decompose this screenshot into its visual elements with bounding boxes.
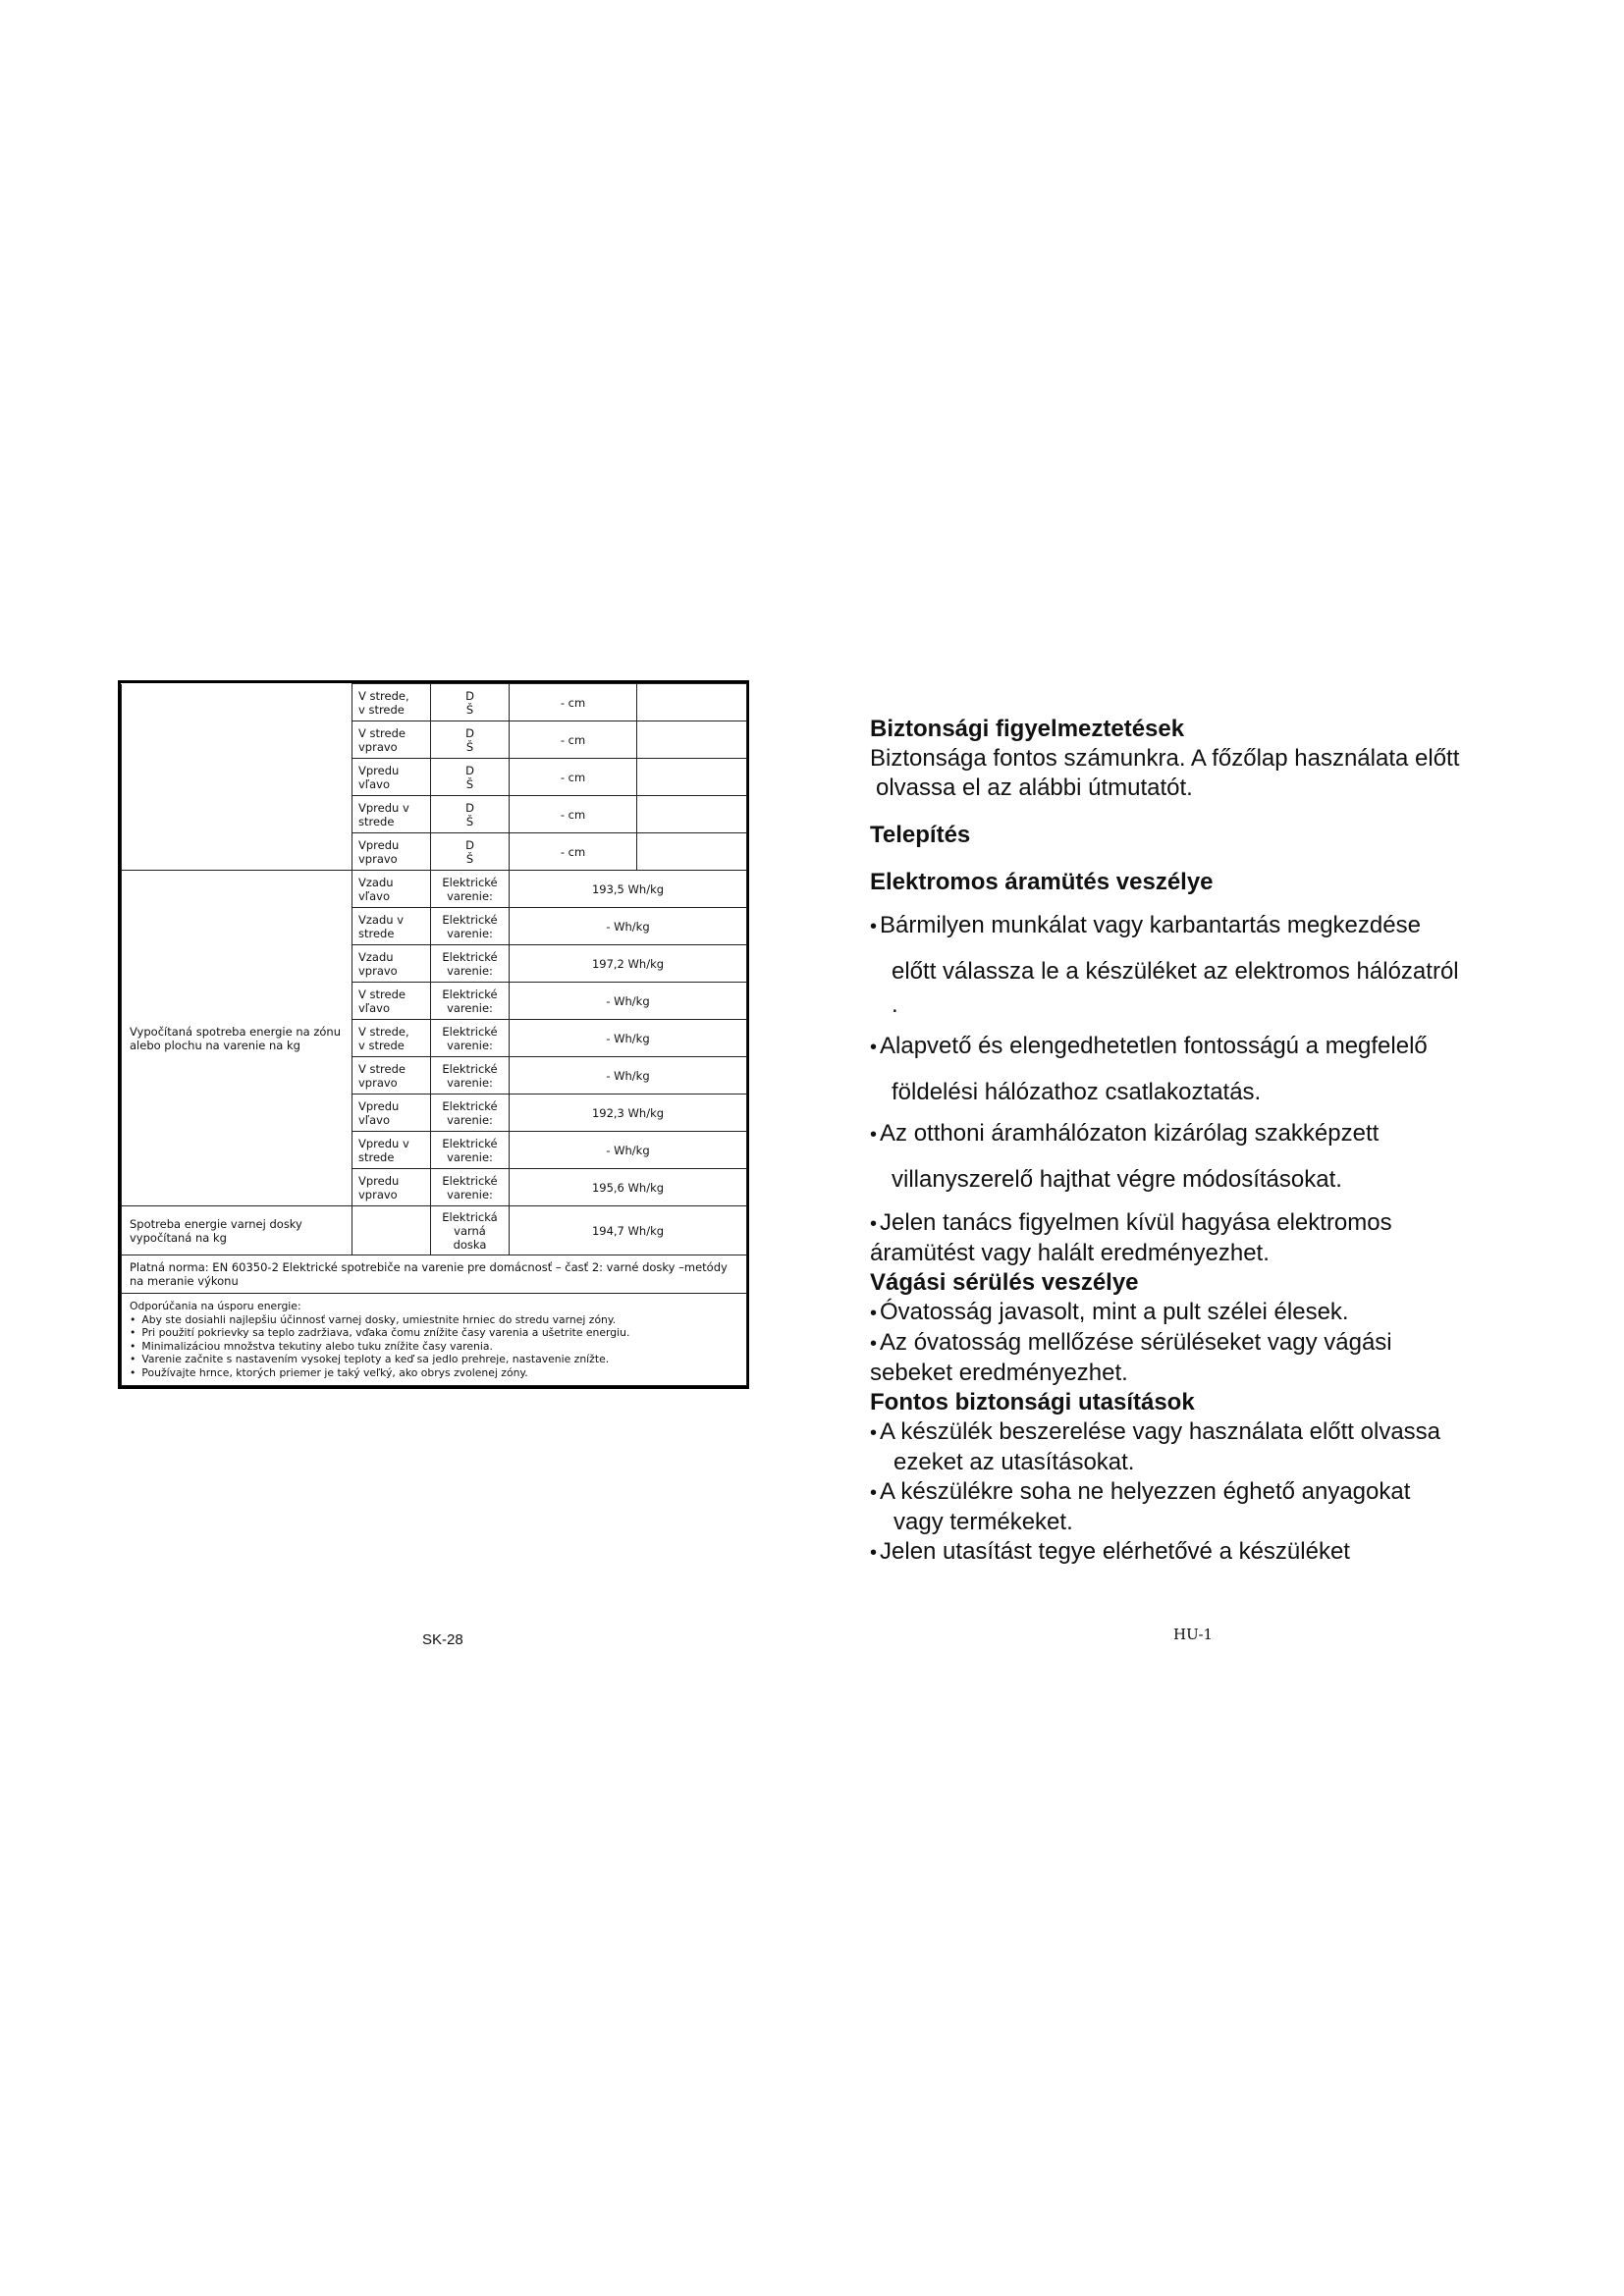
energy-value: - Wh/kg [510,1132,747,1169]
list-item: • Jelen utasítást tegye elérhetővé a készüléket [870,1538,1350,1565]
list-item: • Varenie začnite s nastavením vysokej teploty a keď sa jedlo prehreje, nastavenie znížte. [130,1353,738,1366]
energy-value: 192,3 Wh/kg [510,1095,747,1132]
page-number-sk: SK-28 [422,1631,463,1648]
zone-location: Vpredu vpravo [352,1169,431,1206]
zone-location: Vpredu v strede [352,796,431,833]
list-item: • A készülék beszerelése vagy használata előtt olvassa [870,1418,1441,1445]
measure-value: - cm [510,759,637,796]
energy-value: - Wh/kg [510,1057,747,1095]
measure-value: - cm [510,796,637,833]
list-item: • Pri použití pokrievky sa teplo zadržiava, vďaka čomu znížite časy varenia a ušetrite energiu. [130,1326,738,1340]
heading-cut-hazard: Vágási sérülés veszélye [870,1269,1139,1296]
empty-cell [122,684,352,871]
energy-value: - Wh/kg [510,908,747,945]
cooking-type: Elektrické varenie: [431,983,510,1020]
list-item: • Jelen tanács figyelmen kívül hagyása elektromos [870,1209,1392,1236]
empty-cell [352,1206,431,1255]
energy-table [118,680,749,1389]
energy-value: - Wh/kg [510,983,747,1020]
zone-location: Vzadu vľavo [352,871,431,908]
hu-safety-text [870,715,1538,1568]
energy-value: 193,5 Wh/kg [510,871,747,908]
cooking-type: Elektrické varenie: [431,871,510,908]
zone-location: V strede vpravo [352,1057,431,1095]
hob-energy-label: Spotreba energie varnej dosky vypočítaná na kg [122,1206,352,1255]
heading-electric-shock: Elektromos áramütés veszélye [870,869,1214,895]
hob-energy-value: 194,7 Wh/kg [510,1206,747,1255]
zone-energy-label: Vypočítaná spotreba energie na zónu alebo plochu na varenie na kg [122,871,352,1206]
measure-value: - cm [510,833,637,871]
cooking-type: Elektrické varenie: [431,1095,510,1132]
zone-location: Vpredu vľavo [352,759,431,796]
list-item-continuation: sebeket eredményezhet. [870,1360,1128,1386]
list-item: • Az otthoni áramhálózaton kizárólag szakképzett [870,1120,1380,1147]
table-row [122,1206,747,1255]
measure-value: - cm [510,684,637,721]
cooking-type: Elektrické varenie: [431,945,510,983]
list-item: • Az óvatosság mellőzése sérüléseket vagy vágási [870,1329,1392,1356]
zone-location: Vzadu vpravo [352,945,431,983]
list-item: • Minimalizáciou množstva tekutiny alebo tuku znížite časy varenia. [130,1340,738,1354]
intro-line-2: olvassa el az alábbi útmutatót. [876,774,1193,801]
list-item: • A készülékre soha ne helyezzen éghető anyagokat [870,1478,1411,1505]
empty-cell [637,721,747,759]
energy-saving-tips [122,1294,747,1386]
cooking-type: Elektrické varenie: [431,1020,510,1057]
measure-type: D Š [431,796,510,833]
empty-cell [637,684,747,721]
measure-type: D Š [431,833,510,871]
tips-title: Odporúčania na úsporu energie: [130,1300,301,1312]
zone-location: V strede vľavo [352,983,431,1020]
zone-location: V strede, v strede [352,684,431,721]
empty-cell [637,833,747,871]
heading-important-instructions: Fontos biztonsági utasítások [870,1389,1195,1415]
standard-note: Platná norma: EN 60350-2 Elektrické spotrebiče na varenie pre domácnosť – časť 2: varné dosky –metódy na meranie výkonu [122,1255,747,1294]
list-item-continuation: földelési hálózathoz csatlakoztatás. [892,1079,1262,1105]
table-row [122,871,747,908]
zone-location: Vpredu v strede [352,1132,431,1169]
list-item: • Bármilyen munkálat vagy karbantartás megkezdése [870,912,1421,938]
intro-line-1: Biztonsága fontos számunkra. A főzőlap használata előtt [870,745,1460,772]
measure-type: D Š [431,684,510,721]
energy-value: 197,2 Wh/kg [510,945,747,983]
list-item-continuation: előtt válassza le a készüléket az elektromos hálózatról [892,958,1459,985]
table-row [122,1255,747,1294]
list-item-continuation: villanyszerelő hajthat végre módosításokat. [892,1166,1342,1193]
list-item-continuation: ezeket az utasításokat. [893,1449,1135,1475]
cooking-type: Elektrické varenie: [431,1132,510,1169]
hob-type: Elektrická varná doska [431,1206,510,1255]
list-item: • Používajte hrnce, ktorých priemer je taký veľký, ako obrys zvolenej zóny. [130,1366,738,1380]
list-item: • Óvatosság javasolt, mint a pult szélei élesek. [870,1299,1349,1325]
list-item: • Alapvető és elengedhetetlen fontosságú a megfelelő [870,1033,1428,1059]
cooking-type: Elektrické varenie: [431,908,510,945]
measure-type: D Š [431,759,510,796]
zone-location: Vzadu v strede [352,908,431,945]
list-item-continuation: . [892,991,898,1018]
cooking-type: Elektrické varenie: [431,1057,510,1095]
empty-cell [637,796,747,833]
cooking-type: Elektrické varenie: [431,1169,510,1206]
zone-location: V strede, v strede [352,1020,431,1057]
empty-cell [637,759,747,796]
section-title-safety: Biztonsági figyelmeztetések [870,716,1185,742]
zone-location: Vpredu vľavo [352,1095,431,1132]
energy-value: - Wh/kg [510,1020,747,1057]
list-item-continuation: vagy termékeket. [893,1509,1073,1535]
table-row [122,1294,747,1386]
measure-value: - cm [510,721,637,759]
table-row [122,684,747,721]
energy-value: 195,6 Wh/kg [510,1169,747,1206]
list-item: • Aby ste dosiahli najlepšiu účinnosť varnej dosky, umiestnite hrniec do stredu varnej zóny. [130,1313,738,1327]
tips-list [130,1313,738,1380]
zone-location: V strede vpravo [352,721,431,759]
page-number-hu: HU-1 [1173,1626,1214,1643]
list-item-continuation: áramütést vagy halált eredményezhet. [870,1240,1270,1266]
measure-type: D Š [431,721,510,759]
heading-installation: Telepítés [870,822,971,848]
zone-location: Vpredu vpravo [352,833,431,871]
